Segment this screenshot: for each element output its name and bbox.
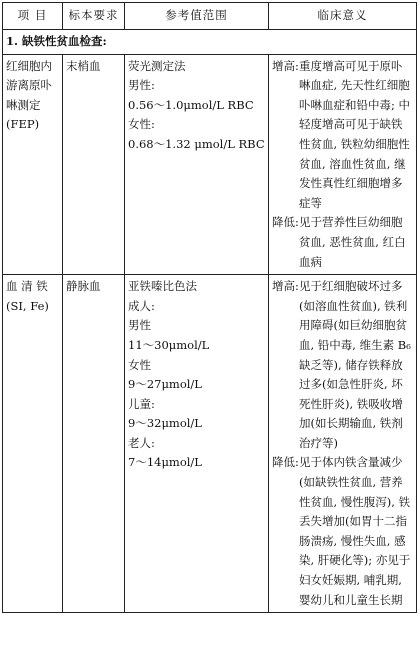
table-header-row	[3, 3, 417, 30]
significance-decrease	[272, 213, 413, 272]
range-line: 9～27μmol/L	[128, 377, 202, 392]
item-cell	[3, 54, 63, 275]
range-line: 男性	[128, 318, 151, 333]
range-line: 0.56～1.0μmol/L RBC	[128, 97, 254, 112]
significance-label: 增高:	[272, 279, 299, 294]
range-line: 成人:	[128, 298, 155, 313]
specimen-cell: 静脉血	[63, 275, 125, 613]
significance-cell	[269, 54, 417, 275]
significance-decrease	[272, 453, 413, 610]
item-line: 血 清 铁	[6, 279, 48, 294]
range-line: 老人:	[128, 435, 155, 450]
range-line: 7～14μmol/L	[128, 455, 202, 470]
range-line: 亚铁嗪比色法	[128, 279, 197, 294]
significance-increase	[272, 277, 413, 453]
header-specimen: 标本要求	[63, 3, 125, 30]
header-range: 参考值范围	[125, 3, 269, 30]
range-line: 女性	[128, 357, 151, 372]
range-line: 男性:	[128, 78, 155, 93]
significance-text: 见于红细胞破坏过多(如溶血性贫血), 铁利用障碍(如巨幼细胞贫血, 铅中毒, 维生素 B₆ 缺乏等), 储存铁释放过多(如急性肝炎, 坏死性肝炎), 铁吸收增加(如长期输血, 铁剂治疗等)	[299, 279, 411, 450]
range-line: 女性:	[128, 117, 155, 132]
significance-label: 增高:	[272, 58, 299, 73]
table-row	[3, 54, 417, 275]
significance-label: 降低:	[272, 455, 299, 470]
item-line: 红细胞内	[6, 58, 52, 73]
item-line: 啉测定	[6, 97, 41, 112]
header-significance: 临床意义	[269, 3, 417, 30]
reference-table	[2, 2, 417, 613]
table-row	[3, 275, 417, 613]
significance-text: 见于体内铁含量减少(如缺铁性贫血, 营养性贫血, 慢性腹泻), 铁丢失增加(如胃十二指肠溃疡, 慢性失血, 感染, 肝硬化等); 亦见于妇女妊娠期, 哺乳期, 婴幼儿和儿童生长期	[299, 455, 411, 607]
item-line: (FEP)	[6, 117, 40, 132]
item-cell	[3, 275, 63, 613]
significance-label: 降低:	[272, 215, 299, 230]
significance-text: 见于营养性巨幼细胞贫血, 恶性贫血, 红白血病	[299, 215, 406, 269]
section-title: 1. 缺铁性贫血检查:	[3, 30, 417, 55]
item-line: (SI, Fe)	[6, 298, 49, 313]
range-line: 儿童:	[128, 396, 155, 411]
range-line: 荧光测定法	[128, 58, 186, 73]
significance-increase	[272, 57, 413, 214]
significance-cell	[269, 275, 417, 613]
header-item: 项 目	[3, 3, 63, 30]
range-line: 0.68～1.32 μmol/L RBC	[128, 136, 265, 151]
range-cell	[125, 54, 269, 275]
range-line: 11～30μmol/L	[128, 337, 210, 352]
section-row	[3, 30, 417, 55]
significance-text: 重度增高可见于原卟啉血症, 先天性红细胞卟啉血症和铅中毒; 中轻度增高可见于缺铁性贫血, 铁粒幼细胞性贫血, 溶血性贫血, 继发性真性红细胞增多症等	[299, 58, 411, 210]
range-line: 9～32μmol/L	[128, 416, 202, 431]
specimen-cell: 末梢血	[63, 54, 125, 275]
range-cell	[125, 275, 269, 613]
item-line: 游离原卟	[6, 78, 52, 93]
